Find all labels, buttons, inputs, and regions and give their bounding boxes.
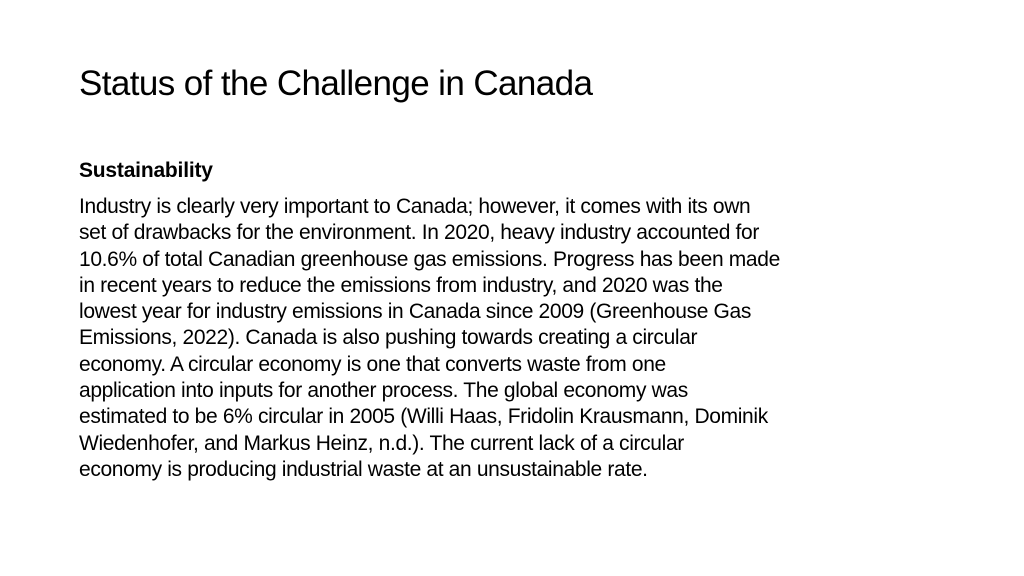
body-line: lowest year for industry emissions in Canada since 2009 (Greenhouse Gas bbox=[79, 300, 752, 324]
body-line: 10.6% of total Canadian greenhouse gas emissions. Progress has been made bbox=[79, 247, 780, 271]
body-line: Emissions, 2022). Canada is also pushing towards creating a circular bbox=[79, 326, 698, 350]
body-line: application into inputs for another process. The global economy was bbox=[79, 379, 688, 403]
body-line: Wiedenhofer, and Markus Heinz, n.d.). The current lack of a circular bbox=[79, 431, 684, 455]
body-line: economy. A circular economy is one that converts waste from one bbox=[79, 352, 666, 376]
slide-title: Status of the Challenge in Canada bbox=[79, 64, 593, 103]
body-line: Industry is clearly very important to Canada; however, it comes with its own bbox=[79, 195, 751, 218]
body-line: set of drawbacks for the environment. In 2020, heavy industry accounted for bbox=[79, 221, 759, 245]
slide-content bbox=[79, 156, 959, 483]
body-line: estimated to be 6% circular in 2005 (Willi Haas, Fridolin Krausmann, Dominik bbox=[79, 405, 768, 429]
body-paragraph bbox=[79, 194, 959, 483]
body-line: in recent years to reduce the emissions from industry, and 2020 was the bbox=[79, 273, 723, 297]
section-heading: Sustainability bbox=[79, 159, 213, 182]
body-line: economy is producing industrial waste at an unsustainable rate. bbox=[79, 457, 648, 481]
